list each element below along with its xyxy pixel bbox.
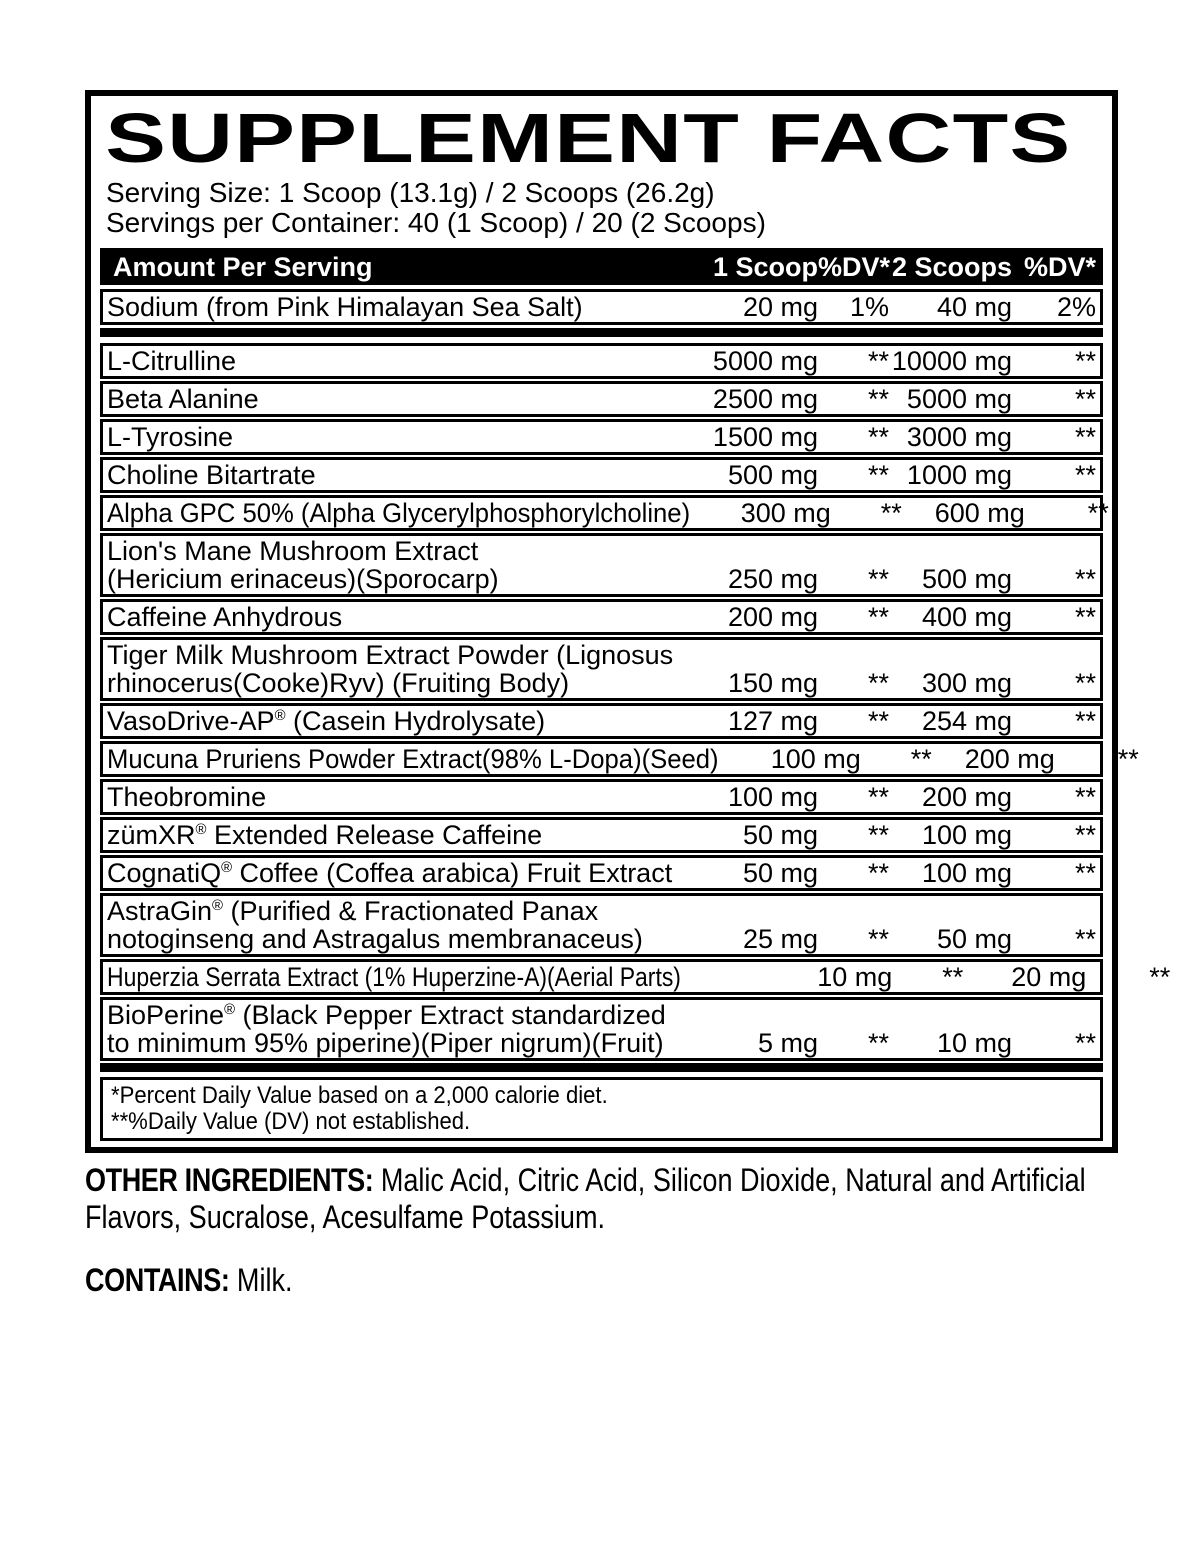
ingredient-name: VasoDrive-AP® (Casein Hydrolysate): [107, 706, 546, 736]
ingredient-dv-2scoops: **: [1074, 602, 1096, 632]
ingredient-amount-2scoops: 100 mg: [921, 858, 1012, 888]
panel-title: SUPPLEMENT FACTS: [105, 99, 1072, 177]
ingredient-amount-2scoops: 1000 mg: [906, 460, 1012, 490]
ingredient-row: [100, 959, 1171, 995]
ingredient-amount-2scoops: 10000 mg: [891, 346, 1012, 376]
ingredient-amount-1scoop: 50 mg: [742, 820, 818, 850]
ingredient-name: Huperzia Serrata Extract (1% Huperzine-A)(Aerial Parts): [107, 962, 681, 992]
ingredient-dv-2scoops: **: [1074, 564, 1096, 594]
ingredient-amount-1scoop: 250 mg: [727, 564, 818, 594]
ingredient-name: Sodium (from Pink Himalayan Sea Salt): [107, 292, 583, 322]
ingredient-amount-1scoop: 100 mg: [727, 782, 818, 812]
ingredient-row: [100, 533, 1103, 597]
contains-section: [85, 1262, 1125, 1299]
header-col-dv-2-scoops: %DV*: [1023, 251, 1096, 282]
ingredient-name: Tiger Milk Mushroom Extract Powder (Lignosus rhinocerus(Cooke)Ryv) (Fruiting Body): [107, 640, 674, 698]
ingredient-name: L-Citrulline: [107, 346, 237, 376]
contains-label: CONTAINS:: [85, 1262, 230, 1298]
ingredient-row: [100, 997, 1103, 1061]
ingredient-amount-2scoops: 20 mg: [1011, 962, 1087, 992]
ingredient-dv-2scoops: **: [1074, 460, 1096, 490]
ingredient-name: L-Tyrosine: [107, 422, 234, 452]
ingredient-dv-2scoops: **: [1074, 1028, 1096, 1058]
ingredient-amount-2scoops: 600 mg: [934, 498, 1025, 528]
supplement-facts-panel: [85, 90, 1171, 1153]
ingredient-dv-2scoops: **: [1074, 858, 1096, 888]
ingredient-amount-1scoop: 5 mg: [757, 1028, 818, 1058]
ingredient-amount-1scoop: 150 mg: [727, 668, 818, 698]
ingredient-dv-2scoops: **: [1074, 668, 1096, 698]
column-header-bar: [100, 248, 1103, 285]
header-col-dv-1-scoop: %DV*: [818, 251, 891, 282]
ingredient-row: [100, 637, 1103, 701]
ingredient-amount-2scoops: 200 mg: [921, 782, 1012, 812]
ingredient-amount-2scoops: 3000 mg: [906, 422, 1012, 452]
ingredient-amount-2scoops: 200 mg: [964, 744, 1055, 774]
ingredient-dv-2scoops: **: [1074, 782, 1096, 812]
ingredient-amount-1scoop: 200 mg: [727, 602, 818, 632]
ingredient-dv-1scoop: **: [867, 782, 889, 812]
header-col-2-scoops: 2 Scoops: [891, 251, 1012, 282]
ingredient-dv-1scoop: **: [867, 924, 889, 954]
ingredient-name: zümXR® Extended Release Caffeine: [107, 820, 543, 850]
ingredient-dv-2scoops: **: [1074, 706, 1096, 736]
servings-per-container: Servings per Container: 40 (1 Scoop) / 20 (2 Scoops): [106, 207, 766, 238]
ingredient-dv-1scoop: **: [867, 668, 889, 698]
ingredient-row: [100, 343, 1103, 379]
header-col-1-scoop: 1 Scoop: [712, 251, 818, 282]
ingredient-amount-2scoops: 40 mg: [936, 292, 1012, 322]
ingredient-amount-1scoop: 25 mg: [742, 924, 818, 954]
ingredient-dv-1scoop: **: [867, 1028, 889, 1058]
ingredient-name: BioPerine® (Black Pepper Extract standardized to minimum 95% piperine)(Piper nigrum)(Fruit): [107, 1000, 666, 1058]
other-ingredients-label: OTHER INGREDIENTS:: [85, 1162, 374, 1198]
ingredient-dv-2scoops: **: [1149, 962, 1171, 992]
ingredient-dv-1scoop: **: [867, 346, 889, 376]
ingredient-dv-2scoops: 2%: [1056, 292, 1096, 322]
ingredient-row: [100, 893, 1103, 957]
footnotes-box: [100, 1077, 1103, 1141]
ingredient-amount-2scoops: 300 mg: [921, 668, 1012, 698]
ingredient-amount-1scoop: 50 mg: [742, 858, 818, 888]
ingredient-amount-2scoops: 400 mg: [921, 602, 1012, 632]
ingredient-dv-1scoop: **: [867, 460, 889, 490]
ingredient-dv-2scoops: **: [1074, 384, 1096, 414]
ingredient-dv-2scoops: **: [1074, 346, 1096, 376]
ingredient-dv-1scoop: **: [867, 422, 889, 452]
other-ingredients-section: [85, 1162, 1125, 1236]
ingredient-amount-2scoops: 5000 mg: [906, 384, 1012, 414]
ingredient-amount-2scoops: 500 mg: [921, 564, 1012, 594]
ingredient-dv-1scoop: **: [880, 498, 902, 528]
other-ingredients-text: Malic Acid, Citric Acid, Silicon Dioxide, Natural and Artificial Flavors, Sucralose, Acesulfame Potassium.: [85, 1162, 1086, 1235]
ingredient-dv-1scoop: **: [910, 744, 932, 774]
ingredient-amount-1scoop: 300 mg: [740, 498, 831, 528]
ingredient-dv-2scoops: **: [1074, 820, 1096, 850]
ingredient-amount-2scoops: 254 mg: [921, 706, 1012, 736]
ingredient-amount-1scoop: 20 mg: [742, 292, 818, 322]
ingredient-amount-1scoop: 10 mg: [817, 962, 893, 992]
ingredient-dv-2scoops: **: [1074, 422, 1096, 452]
ingredient-dv-1scoop: **: [867, 384, 889, 414]
serving-size: Serving Size: 1 Scoop (13.1g) / 2 Scoops (26.2g): [106, 177, 715, 208]
ingredient-dv-1scoop: **: [867, 706, 889, 736]
ingredient-name: Caffeine Anhydrous: [107, 602, 343, 632]
ingredient-dv-1scoop: **: [942, 962, 964, 992]
ingredient-amount-1scoop: 1500 mg: [712, 422, 818, 452]
ingredient-name: CognatiQ® Coffee (Coffea arabica) Fruit Extract: [107, 858, 673, 888]
ingredient-row: [100, 779, 1103, 815]
ingredient-amount-1scoop: 127 mg: [727, 706, 818, 736]
ingredient-row: [100, 855, 1103, 891]
ingredient-dv-2scoops: **: [1074, 924, 1096, 954]
ingredient-name: Theobromine: [107, 782, 267, 812]
ingredient-amount-1scoop: 5000 mg: [712, 346, 818, 376]
footnote-dv-not-established: **%Daily Value (DV) not established.: [111, 1108, 471, 1135]
ingredient-dv-1scoop: **: [867, 820, 889, 850]
ingredient-dv-1scoop: **: [867, 564, 889, 594]
ingredient-amount-1scoop: 500 mg: [727, 460, 818, 490]
thick-divider: [100, 1063, 1103, 1072]
ingredient-dv-1scoop: 1%: [849, 292, 889, 322]
ingredient-row: [100, 457, 1103, 493]
ingredient-row: [100, 381, 1103, 417]
contains-text: Milk.: [236, 1262, 293, 1298]
ingredient-name: Beta Alanine: [107, 384, 259, 414]
ingredient-name: AstraGin® (Purified & Fractionated Panax notoginseng and Astragalus membranaceus): [107, 896, 643, 954]
header-amount-per-serving: Amount Per Serving: [113, 251, 373, 282]
ingredient-amount-2scoops: 100 mg: [921, 820, 1012, 850]
ingredient-amount-1scoop: 2500 mg: [712, 384, 818, 414]
footnote-percent-dv: *Percent Daily Value based on a 2,000 calorie diet.: [111, 1082, 608, 1109]
ingredient-dv-1scoop: **: [867, 602, 889, 632]
thick-divider: [100, 328, 1103, 337]
ingredient-amount-2scoops: 10 mg: [936, 1028, 1012, 1058]
ingredient-name: Alpha GPC 50% (Alpha Glycerylphosphorylcholine): [107, 498, 691, 528]
ingredient-dv-2scoops: **: [1117, 744, 1139, 774]
sodium-row: [100, 289, 1103, 325]
ingredient-row: [100, 741, 1139, 777]
ingredient-name: Lion's Mane Mushroom Extract (Hericium erinaceus)(Sporocarp): [107, 536, 499, 594]
ingredient-row: [100, 495, 1109, 531]
ingredient-row: [100, 599, 1103, 635]
ingredient-name: Mucuna Pruriens Powder Extract(98% L-Dopa)(Seed): [107, 744, 719, 774]
ingredient-dv-1scoop: **: [867, 858, 889, 888]
ingredient-row: [100, 419, 1103, 455]
ingredient-row: [100, 703, 1103, 739]
ingredient-name: Choline Bitartrate: [107, 460, 316, 490]
ingredient-dv-2scoops: **: [1087, 498, 1109, 528]
ingredient-amount-1scoop: 100 mg: [770, 744, 861, 774]
ingredient-amount-2scoops: 50 mg: [936, 924, 1012, 954]
ingredient-row: [100, 817, 1103, 853]
